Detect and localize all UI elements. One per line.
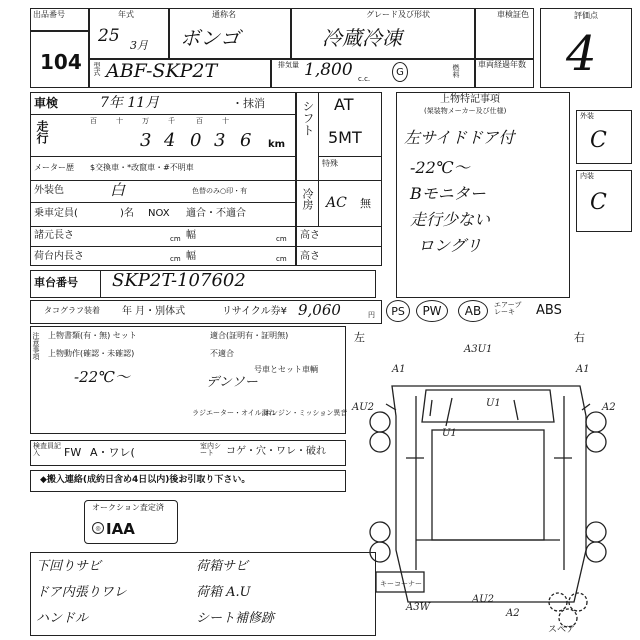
tacho-yearmonth: 年 月・別体式 — [122, 306, 186, 317]
feature-4: ロングリ — [418, 236, 482, 255]
year-label: 年式 — [118, 10, 134, 19]
equip-pw-label: PW — [422, 304, 442, 318]
docs-opts: 適合(証明有・証明無) — [210, 331, 289, 340]
car-name-label: 通称名 — [212, 10, 236, 19]
recycle-yen: 円 — [368, 311, 375, 319]
year-value: 25 — [98, 26, 120, 46]
hw-note-4: 荷箱 A.U — [196, 585, 251, 600]
dims-label: 諸元長さ — [34, 230, 74, 241]
diagram-left: 左 — [354, 331, 365, 344]
mileage-digit-1: 4 — [164, 130, 176, 151]
fuel-label: 燃料 — [452, 64, 460, 78]
feature-1: -22℃〜 — [410, 158, 470, 177]
cargo-cm: cm — [170, 255, 181, 263]
dims-width: 幅 — [186, 230, 196, 241]
mark-u1-a: U1 — [486, 398, 501, 409]
check-seat: 室内シート — [200, 442, 221, 457]
nox-label: NOX — [148, 208, 170, 219]
meter-options: $交換車・*改竄車・#不明車 — [90, 163, 194, 172]
shaken-label: 車検 — [34, 96, 59, 110]
recycle-value: 9,060 — [298, 301, 341, 319]
docs-label: 上物書類(有・無) セット — [48, 331, 137, 340]
mileage-unit-0: 百 — [90, 117, 97, 125]
cargo-width: 幅 — [186, 251, 196, 262]
docs-motion: 上物動作(確認・未確認) — [48, 349, 135, 358]
auction-label: オークション査定済 — [92, 503, 164, 512]
nox-options: 適合・不適合 — [186, 208, 246, 219]
reg-label: 車両経過年数 — [478, 60, 526, 69]
mark-a3w: A3W — [406, 602, 430, 613]
exterior-value: C — [590, 128, 607, 153]
shift-special: 特殊 — [322, 159, 338, 168]
equip-abs: ABS — [536, 303, 562, 318]
dims-cm-2: cm — [276, 235, 287, 243]
hw-note-1: ドア内張りワレ — [36, 585, 127, 600]
cc-unit: c.c. — [358, 75, 371, 83]
check-fw-opts: A・ワレ( — [90, 446, 135, 459]
features-sub: (架装物メーカー及び仕様) — [424, 107, 507, 115]
mark-au2-b: AU2 — [472, 594, 495, 605]
diagram-right: 右 — [574, 331, 585, 344]
type-label: 型式 — [93, 62, 101, 76]
radiator-label: ラジエーター・オイル漏れ — [192, 409, 276, 417]
docs-set: 号車とセット車輌 — [254, 365, 318, 374]
shift-mt: 5MT — [328, 128, 362, 147]
docs-temp: -22℃〜 — [74, 368, 130, 386]
shaken-suffix: ・抹消 — [232, 97, 265, 110]
meter-label: メーター歴 — [34, 163, 74, 172]
score-label: 評価点 — [574, 11, 598, 20]
check-fw: FW — [64, 446, 82, 459]
features-title: 上物特記事項 — [440, 94, 500, 105]
tacho-label: タコグラフ装着 — [44, 306, 100, 315]
mileage-digit-3: 3 — [214, 130, 226, 151]
mileage-km: km — [268, 139, 286, 150]
fuel-circle — [392, 62, 408, 82]
spare-label: スペア — [548, 625, 576, 635]
interior-value: C — [590, 190, 607, 215]
mark-a2-b: A2 — [506, 608, 520, 619]
interior-label: 内装 — [580, 172, 594, 180]
grade-label: グレード及び形状 — [366, 10, 430, 19]
chassis-label: 車台番号 — [34, 276, 78, 289]
grade-value: 冷蔵冷凍 — [322, 26, 402, 50]
notes-label: 注意事項 — [32, 332, 40, 360]
score-value: 4 — [566, 26, 597, 82]
airbrake-label: エアーブレーキ — [494, 301, 522, 316]
mark-a2-r: A2 — [602, 402, 616, 413]
shift-label: シフト — [301, 100, 315, 136]
dims-cm: cm — [170, 235, 181, 243]
check-label: 検査員記入 — [33, 442, 61, 457]
lot-number: 104 — [40, 50, 82, 74]
feature-0: 左サイドドア付 — [404, 128, 515, 147]
height-label-1: 高さ — [300, 230, 320, 241]
mileage-unit-5: 十 — [222, 117, 229, 125]
type-value: ABF-SKP2T — [106, 60, 218, 82]
docs-maker: デンソー — [206, 375, 258, 390]
height-label-2: 高さ — [300, 251, 320, 262]
seats-suffix: )名 — [120, 208, 134, 219]
auction-logo: IAA — [106, 520, 135, 538]
fuel-value: G — [396, 66, 404, 78]
ac-value: AC — [326, 195, 347, 211]
equip-ps — [386, 300, 410, 322]
hw-note-5: シート補修跡 — [196, 611, 275, 626]
color-value: 白 — [110, 181, 126, 199]
mileage-digit-0: 3 — [140, 130, 152, 151]
car-name-value: ボンゴ — [180, 26, 240, 50]
mileage-digit-4: 6 — [240, 130, 252, 151]
cc-label: 排気量 — [278, 61, 299, 69]
mileage-unit-4: 百 — [196, 117, 203, 125]
color-no-label: 車検証色 — [497, 10, 529, 19]
month-value: 3月 — [130, 39, 148, 52]
notice-text: ◆搬入連絡(成約日含め4日以内)後お引取り下さい。 — [40, 475, 251, 485]
key-corner-label: キーコーナー — [380, 580, 422, 588]
chassis-value: SKP2T-107602 — [112, 270, 246, 291]
hw-note-2: ハンドル — [36, 611, 89, 626]
cargo-cm-2: cm — [276, 255, 287, 263]
cc-value: 1,800 — [304, 60, 353, 80]
exterior-label: 外装 — [580, 112, 594, 120]
engine-label: エンジン・ミッション異音 — [264, 409, 348, 417]
equip-pw — [416, 300, 448, 322]
shift-at: AT — [334, 95, 354, 114]
ac-label: 冷房 — [301, 188, 314, 210]
recycle-label: リサイクル券¥ — [222, 306, 287, 317]
mileage-unit-2: 万 — [142, 117, 149, 125]
cargo-label: 荷台内長さ — [34, 251, 84, 262]
ac-none: 無 — [360, 197, 371, 210]
mileage-digit-2: 0 — [190, 130, 202, 151]
equip-ab-label: AB — [464, 304, 482, 318]
docs-opts2: 不適合 — [210, 349, 234, 358]
lot-label: 出品番号 — [33, 10, 65, 19]
mark-a3u1: A3U1 — [464, 344, 493, 355]
mark-a1-l: A1 — [392, 364, 406, 375]
equip-ps-label: PS — [391, 304, 405, 318]
auction-logo-icon: ◎ — [92, 522, 104, 534]
mileage-unit-1: 十 — [116, 117, 123, 125]
check-seat-opts: コゲ・穴・ワレ・破れ — [226, 446, 326, 457]
feature-3: 走行少ない — [410, 210, 491, 229]
shaken-value: 7年 11月 — [100, 95, 160, 111]
feature-2: Bモニター — [410, 184, 486, 203]
mark-a1-r: A1 — [576, 364, 590, 375]
color-label: 外装色 — [34, 185, 64, 196]
mark-u1-b: U1 — [442, 428, 457, 439]
color-suffix: 色替のみ○印・有 — [192, 187, 248, 195]
mileage-label: 走行 — [35, 120, 49, 144]
hw-note-3: 荷箱サビ — [196, 559, 249, 574]
mark-a2-l: AU2 — [352, 402, 375, 413]
mileage-unit-3: 千 — [168, 117, 175, 125]
car-diagram — [346, 340, 636, 636]
equip-ab — [458, 300, 488, 322]
hw-note-0: 下回りサビ — [36, 559, 102, 574]
seats-label: 乗車定員( — [34, 208, 78, 219]
